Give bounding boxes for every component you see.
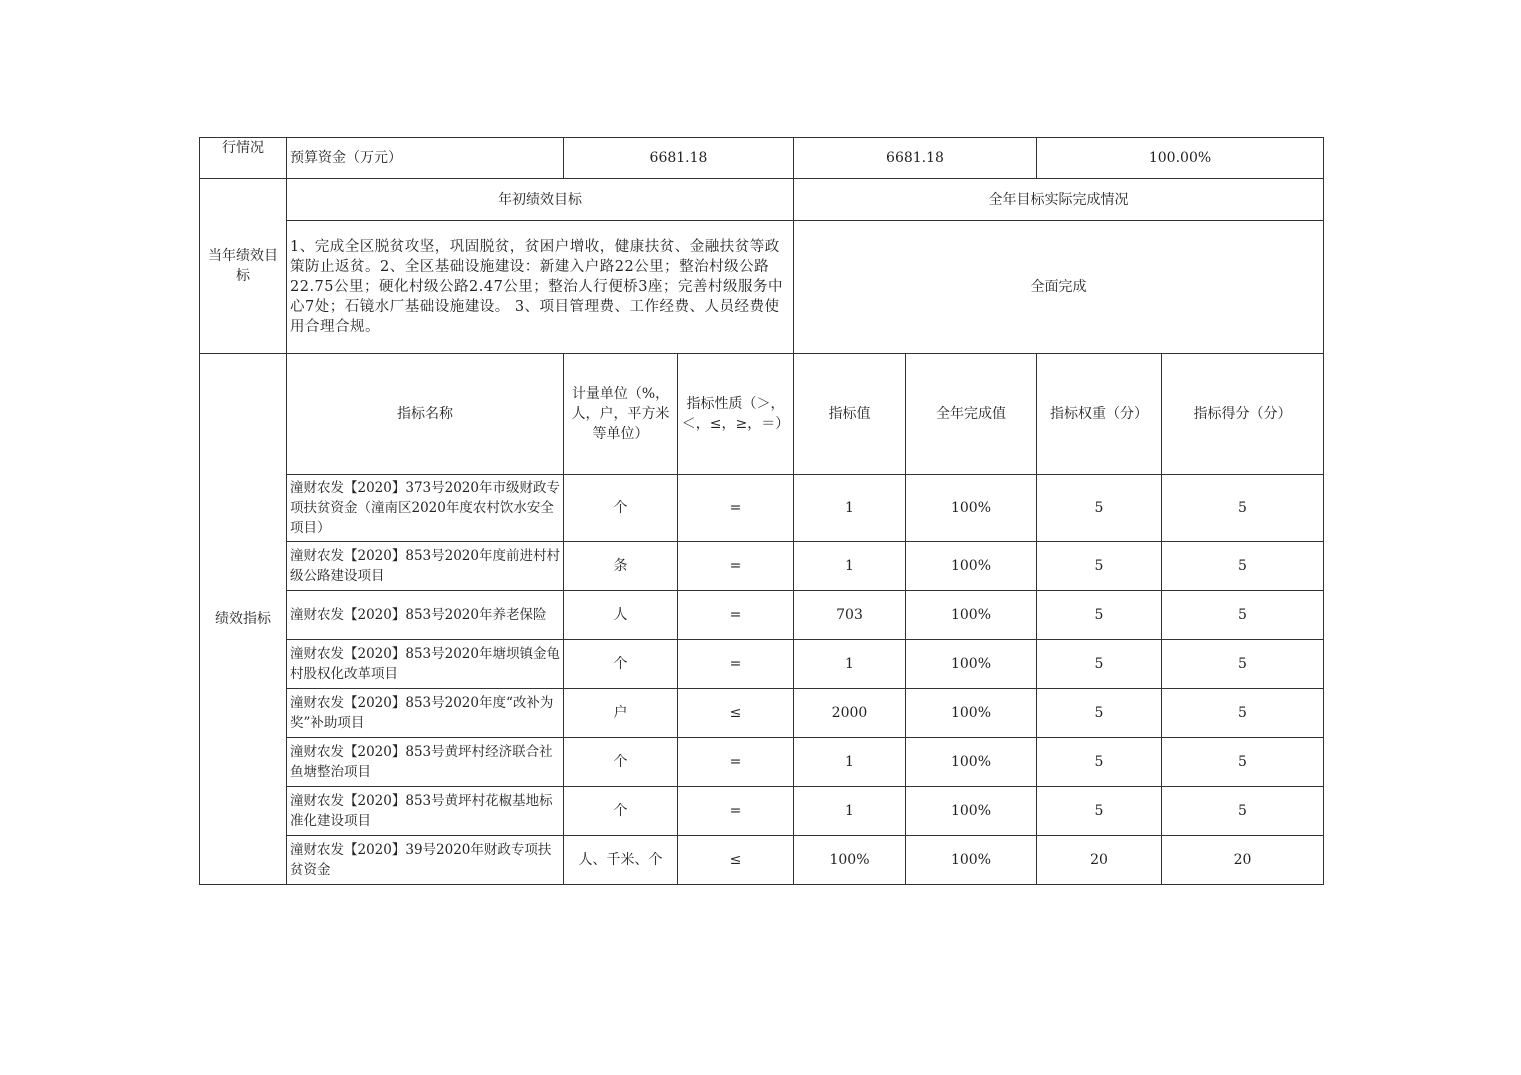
table-row — [200, 787, 1324, 836]
indicator-target: 1 — [794, 475, 906, 542]
indicator-nature: = — [678, 542, 794, 591]
header-target-value: 指标值 — [794, 354, 906, 475]
indicator-name: 潼财农发【2020】853号黄坪村花椒基地标准化建设项目 — [287, 787, 564, 836]
indicator-nature: = — [678, 640, 794, 689]
indicator-nature: = — [678, 591, 794, 640]
indicator-score: 20 — [1162, 836, 1324, 885]
table-row — [200, 640, 1324, 689]
header-weight: 指标权重（分） — [1037, 354, 1162, 475]
indicator-weight: 5 — [1037, 591, 1162, 640]
goal-content-row — [200, 221, 1324, 354]
header-complete-value: 全年完成值 — [906, 354, 1037, 475]
indicator-complete: 100% — [906, 836, 1037, 885]
indicator-target: 1 — [794, 787, 906, 836]
indicator-score: 5 — [1162, 738, 1324, 787]
indicator-weight: 5 — [1037, 689, 1162, 738]
indicator-nature: = — [678, 475, 794, 542]
table-row — [200, 738, 1324, 787]
indicator-nature: = — [678, 787, 794, 836]
indicator-target: 2000 — [794, 689, 906, 738]
indicator-score: 5 — [1162, 591, 1324, 640]
indicator-unit: 个 — [564, 738, 678, 787]
indicator-complete: 100% — [906, 787, 1037, 836]
table-row — [200, 475, 1324, 542]
header-score: 指标得分（分） — [1162, 354, 1324, 475]
indicator-weight: 5 — [1037, 475, 1162, 542]
indicator-name: 潼财农发【2020】853号黄坪村经济联合社鱼塘整治项目 — [287, 738, 564, 787]
indicator-score: 5 — [1162, 640, 1324, 689]
indicator-target: 703 — [794, 591, 906, 640]
indicator-score: 5 — [1162, 689, 1324, 738]
indicator-target: 1 — [794, 542, 906, 591]
indicator-score: 5 — [1162, 475, 1324, 542]
budget-label: 预算资金（万元） — [287, 138, 564, 179]
initial-goal-text: 1、完成全区脱贫攻坚，巩固脱贫，贫困户增收，健康扶贫、金融扶贫等政策防止返贫。2、全区基础设施建设：新建入户路22公里；整治村级公路22.75公里；硬化村级公路2.47公里；整治人行便桥3座；完善村级服务中心7处；石镜水厂基础设施建设。 3、项目管理费、工作经费、人员经费使用合理合规。 — [287, 221, 794, 354]
indicator-name: 潼财农发【2020】853号2020年度“改补为奖”补助项目 — [287, 689, 564, 738]
table-row — [200, 542, 1324, 591]
indicator-target: 1 — [794, 738, 906, 787]
indicator-name: 潼财农发【2020】853号2020年度前进村村级公路建设项目 — [287, 542, 564, 591]
indicator-weight: 5 — [1037, 738, 1162, 787]
indicator-name: 潼财农发【2020】853号2020年塘坝镇金龟村股权化改革项目 — [287, 640, 564, 689]
section-label-execution: 行情况 — [200, 138, 287, 179]
indicator-unit: 个 — [564, 475, 678, 542]
indicator-complete: 100% — [906, 738, 1037, 787]
section-label-indicators: 绩效指标 — [200, 354, 287, 885]
table-row — [200, 591, 1324, 640]
indicator-complete: 100% — [906, 640, 1037, 689]
initial-goal-header: 年初绩效目标 — [287, 179, 794, 221]
budget-rate: 100.00% — [1037, 138, 1324, 179]
indicator-target: 100% — [794, 836, 906, 885]
budget-row — [200, 138, 1324, 179]
indicator-name: 潼财农发【2020】39号2020年财政专项扶贫资金 — [287, 836, 564, 885]
indicator-nature: = — [678, 738, 794, 787]
indicator-unit: 条 — [564, 542, 678, 591]
indicator-weight: 5 — [1037, 787, 1162, 836]
indicator-weight: 5 — [1037, 542, 1162, 591]
indicator-complete: 100% — [906, 542, 1037, 591]
indicator-unit: 个 — [564, 640, 678, 689]
budget-value-1: 6681.18 — [564, 138, 794, 179]
indicator-complete: 100% — [906, 591, 1037, 640]
actual-goal-header: 全年目标实际完成情况 — [794, 179, 1324, 221]
indicator-unit: 人、千米、个 — [564, 836, 678, 885]
indicator-weight: 20 — [1037, 836, 1162, 885]
indicator-name: 潼财农发【2020】373号2020年市级财政专项扶贫资金（潼南区2020年度农村饮水安全项目） — [287, 475, 564, 542]
table-row — [200, 836, 1324, 885]
indicator-score: 5 — [1162, 787, 1324, 836]
indicator-nature: ≤ — [678, 689, 794, 738]
indicator-unit: 人 — [564, 591, 678, 640]
indicator-complete: 100% — [906, 689, 1037, 738]
table-row — [200, 689, 1324, 738]
header-nature: 指标性质（＞，＜，≤，≥，＝） — [678, 354, 794, 475]
budget-value-2: 6681.18 — [794, 138, 1037, 179]
actual-goal-text: 全面完成 — [794, 221, 1324, 354]
performance-table — [199, 137, 1324, 885]
indicator-unit: 个 — [564, 787, 678, 836]
indicator-name: 潼财农发【2020】853号2020年养老保险 — [287, 591, 564, 640]
goal-header-row — [200, 179, 1324, 221]
indicator-score: 5 — [1162, 542, 1324, 591]
indicator-nature: ≤ — [678, 836, 794, 885]
header-indicator-name: 指标名称 — [287, 354, 564, 475]
header-unit: 计量单位（%，人，户，平方米等单位） — [564, 354, 678, 475]
indicator-weight: 5 — [1037, 640, 1162, 689]
indicator-header-row — [200, 354, 1324, 475]
indicator-target: 1 — [794, 640, 906, 689]
indicator-complete: 100% — [906, 475, 1037, 542]
section-label-goals: 当年绩效目标 — [200, 179, 287, 354]
indicator-unit: 户 — [564, 689, 678, 738]
